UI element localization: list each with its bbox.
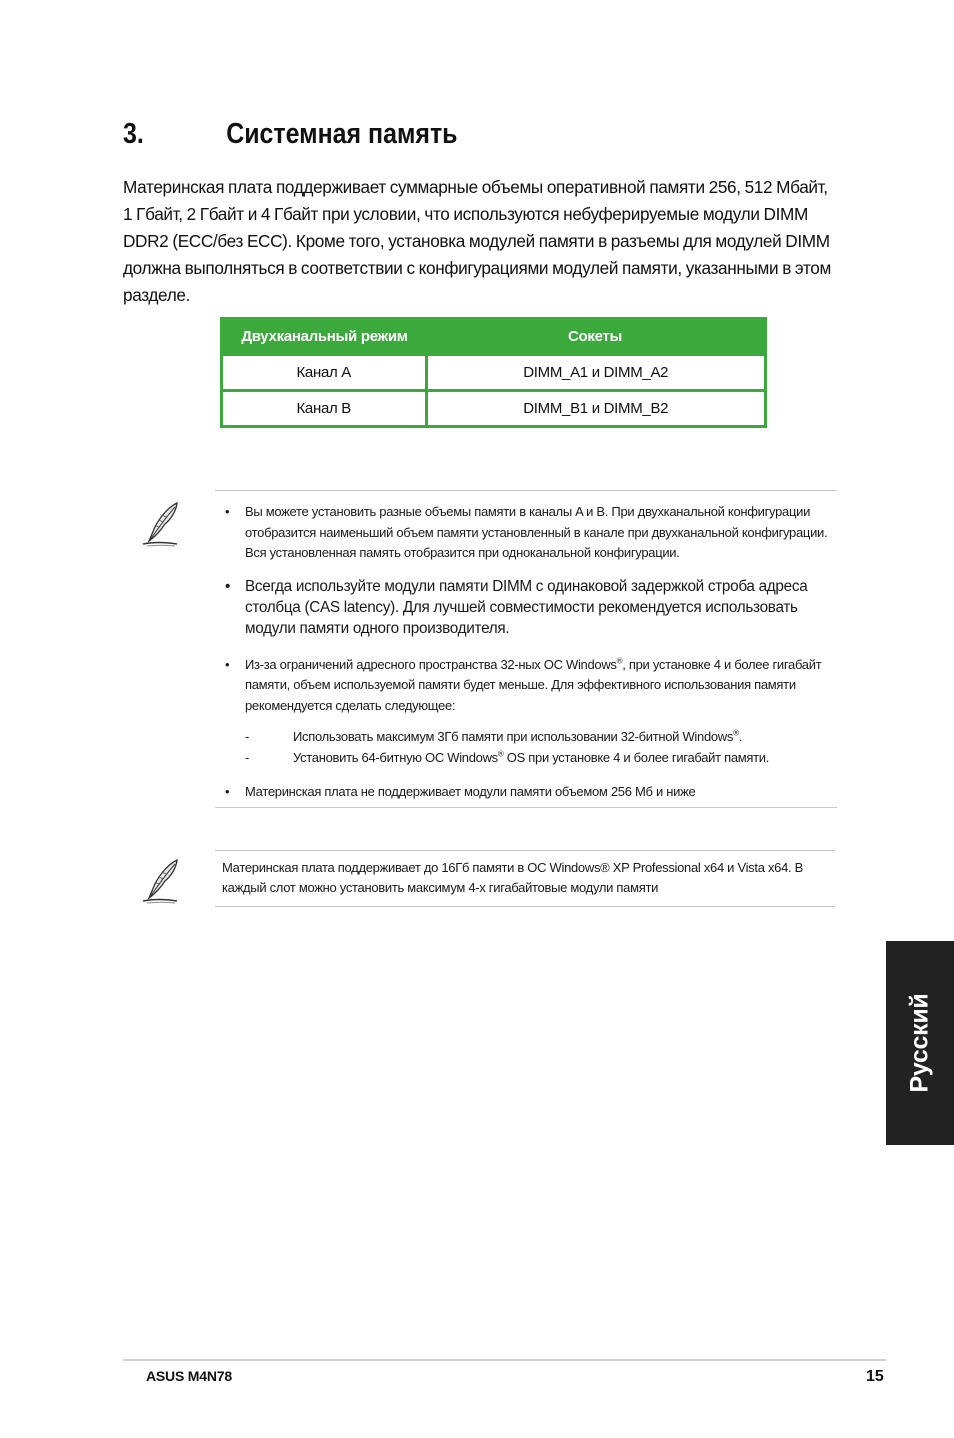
note-text: Материнская плата не поддерживает модули памяти объемом 256 Мб и ниже [245, 784, 696, 799]
pen-feather-icon [137, 857, 187, 907]
sub-text: Установить 64-битную ОС Windows [293, 750, 498, 765]
section-number: 3. [123, 118, 144, 150]
sub-list [245, 726, 837, 768]
table-header-mode: Двухканальный режим [222, 319, 427, 355]
language-side-tab [886, 941, 954, 1145]
footer-divider [123, 1359, 886, 1361]
table-header-sockets: Сокеты [426, 319, 766, 355]
sub-text: OS при установке 4 и более гигабайт памяти. [503, 750, 770, 765]
section-title [123, 118, 458, 151]
note-text: Всегда используйте модули памяти DIMM с одинаковой задержкой строба адреса столбца (CAS latency). Для лучшей совместимости рекомендуется использовать модули памяти одного производителя. [245, 577, 808, 637]
table-cell-sockets: DIMM_B1 и DIMM_B2 [426, 391, 766, 427]
table-cell-channel: Канал A [222, 355, 427, 391]
section-heading: Системная память [226, 118, 458, 150]
sub-text: Использовать максимум 3Гб памяти при использовании 32-битной Windows [293, 729, 734, 744]
registered-mark: ® [616, 656, 623, 666]
bullet: • [225, 784, 230, 799]
bullet: • [225, 577, 231, 595]
table-cell-channel: Канал B [222, 391, 427, 427]
table-row [222, 391, 766, 427]
note-text: Вы можете установить разные объемы памяти в каналы A и B. При двухканальной конфигурации отобразится наименьший объем памяти установленный в канале при двухканальной конфигурации. Вся установленная память отобразится при одноканальной конфигурации. [245, 504, 828, 560]
note-box [215, 850, 835, 907]
dual-channel-table [220, 317, 767, 428]
table-row [222, 355, 766, 391]
list-item [225, 576, 837, 639]
note-box [215, 490, 837, 808]
dash: - [245, 750, 250, 765]
sub-text: . [738, 729, 743, 744]
list-item [225, 782, 837, 803]
list-item [225, 655, 837, 769]
note-text: Из-за ограничений адресного пространства 32-ных ОС Windows [245, 656, 617, 672]
note-text: Материнская плата поддерживает до 16Гб памяти в ОС Windows® XP Professional x64 и Vista x64. В каждый слот можно установить максимум 4-х гигабайтовые модули памяти [222, 860, 803, 895]
dash: - [245, 729, 250, 744]
intro-paragraph: Материнская плата поддерживает суммарные объемы оперативной памяти 256, 512 Мбайт, 1 Гбайт, 2 Гбайт и 4 Гбайт при условии, что используются небуферируемые модули DIMM DDR2 (ECC/без ECC). Кроме того, установка модулей памяти в разъемы для модулей DIMM должна выполняться в соответствии с конфигурациями модулей памяти, указанными в этом разделе. [123, 177, 831, 305]
registered-mark: ® [733, 728, 739, 738]
table-cell-sockets: DIMM_A1 и DIMM_A2 [426, 355, 766, 391]
page-number: 15 [866, 1368, 884, 1385]
footer-model: ASUS M4N78 [146, 1368, 232, 1384]
pen-feather-icon [137, 500, 187, 550]
notes-list [225, 502, 837, 803]
sub-list-item [245, 726, 837, 747]
sub-list-item [245, 747, 837, 768]
bullet: • [225, 656, 230, 672]
list-item [225, 502, 837, 564]
note-text: , при установке 4 и более гигабайт памяти, объем используемой памяти будет меньше. Для эффективного использования памяти рекомендуется сделать следующее: [245, 656, 822, 713]
table-header-row [222, 319, 766, 355]
bullet: • [225, 504, 230, 519]
registered-mark: ® [497, 749, 504, 759]
language-label: Русский [905, 993, 934, 1093]
